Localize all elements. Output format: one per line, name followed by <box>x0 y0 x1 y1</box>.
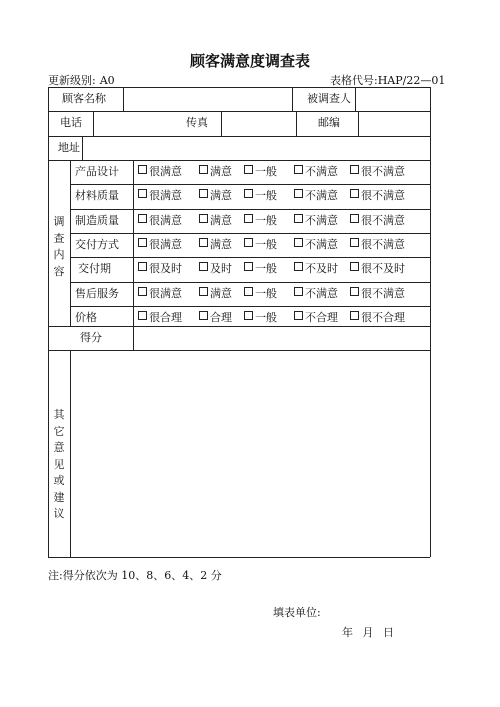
table-divider <box>48 87 49 557</box>
checkbox-icon[interactable] <box>199 238 208 247</box>
rating-option-label: 不满意 <box>305 238 338 251</box>
checkbox-icon[interactable] <box>199 262 208 271</box>
rating-option[interactable] <box>350 311 405 325</box>
table-rule <box>70 209 430 210</box>
rating-option-label: 很满意 <box>149 238 182 251</box>
postcode-label: 邮编 <box>318 116 340 129</box>
checkbox-icon[interactable] <box>199 214 208 223</box>
table-divider <box>292 87 293 111</box>
revision-value: A0 <box>96 74 129 88</box>
rating-option[interactable] <box>294 311 338 325</box>
rating-option[interactable] <box>244 287 277 301</box>
table-rule <box>48 557 430 558</box>
checkbox-icon[interactable] <box>138 262 147 271</box>
rating-option-label: 一般 <box>255 262 277 275</box>
comments-area[interactable] <box>72 352 427 555</box>
form-code: 表格代号:HAP/22—01 <box>330 74 446 87</box>
rating-option[interactable] <box>244 189 277 203</box>
survey-item-label: 产品设计 <box>75 165 119 178</box>
checkbox-icon[interactable] <box>138 311 147 320</box>
checkbox-icon[interactable] <box>244 287 253 296</box>
rating-option[interactable] <box>138 214 182 228</box>
checkbox-icon[interactable] <box>244 262 253 271</box>
rating-option-label: 很满意 <box>149 287 182 300</box>
comments-label: 其它意见或建议 <box>53 408 65 520</box>
rating-option[interactable] <box>350 287 405 301</box>
rating-option-label: 满意 <box>210 165 232 178</box>
rating-option-label: 一般 <box>255 287 277 300</box>
checkbox-icon[interactable] <box>244 214 253 223</box>
table-rule <box>48 350 430 351</box>
checkbox-icon[interactable] <box>350 214 359 223</box>
rating-option[interactable] <box>138 189 182 203</box>
fax-label: 传真 <box>186 116 208 129</box>
rating-option-label: 一般 <box>255 165 277 178</box>
checkbox-icon[interactable] <box>244 311 253 320</box>
rating-option[interactable] <box>294 238 338 252</box>
rating-option-label: 满意 <box>210 287 232 300</box>
rating-option-label: 很不合理 <box>361 311 405 324</box>
table-rule <box>48 136 430 137</box>
rating-option[interactable] <box>138 262 182 276</box>
rating-option[interactable] <box>244 311 277 325</box>
rating-option[interactable] <box>350 165 405 179</box>
page-title: 顾客满意度调查表 <box>189 52 310 70</box>
survey-item-label: 售后服务 <box>75 287 119 300</box>
rating-option[interactable] <box>199 262 232 276</box>
checkbox-icon[interactable] <box>138 165 147 174</box>
checkbox-icon[interactable] <box>350 311 359 320</box>
rating-option-label: 不满意 <box>305 165 338 178</box>
rating-option-label: 一般 <box>255 214 277 227</box>
checkbox-icon[interactable] <box>199 287 208 296</box>
rating-option[interactable] <box>199 214 232 228</box>
checkbox-icon[interactable] <box>199 165 208 174</box>
rating-option-label: 一般 <box>255 238 277 251</box>
checkbox-icon[interactable] <box>244 238 253 247</box>
rating-option[interactable] <box>199 238 232 252</box>
rating-option[interactable] <box>294 262 338 276</box>
checkbox-icon[interactable] <box>294 311 303 320</box>
rating-option[interactable] <box>294 165 338 179</box>
rating-option[interactable] <box>199 311 232 325</box>
rating-option[interactable] <box>199 189 232 203</box>
rating-option[interactable] <box>138 165 182 179</box>
table-rule <box>48 87 430 88</box>
checkbox-icon[interactable] <box>294 262 303 271</box>
table-divider <box>355 87 356 111</box>
table-divider <box>221 111 222 136</box>
table-divider <box>430 87 431 557</box>
rating-option-label: 不合理 <box>305 311 338 324</box>
rating-option[interactable] <box>294 214 338 228</box>
rating-option[interactable] <box>244 214 277 228</box>
checkbox-icon[interactable] <box>294 165 303 174</box>
checkbox-icon[interactable] <box>199 189 208 198</box>
revision-label: 更新级别: <box>48 74 96 87</box>
phone-label: 电话 <box>60 116 82 129</box>
survey-item-label: 价格 <box>75 311 97 324</box>
checkbox-icon[interactable] <box>350 238 359 247</box>
survey-item-label: 交付方式 <box>75 238 119 251</box>
rating-option[interactable] <box>138 238 182 252</box>
checkbox-icon[interactable] <box>244 165 253 174</box>
rating-option[interactable] <box>138 287 182 301</box>
rating-option-label: 一般 <box>255 189 277 202</box>
checkbox-icon[interactable] <box>199 311 208 320</box>
checkbox-icon[interactable] <box>350 262 359 271</box>
rating-option-label: 合理 <box>210 311 232 324</box>
table-divider <box>133 160 134 350</box>
revision-level <box>48 72 129 88</box>
rating-option-label: 很满意 <box>149 189 182 202</box>
checkbox-icon[interactable] <box>350 165 359 174</box>
checkbox-icon[interactable] <box>350 189 359 198</box>
rating-option-label: 很不满意 <box>361 287 405 300</box>
rating-option[interactable] <box>244 165 277 179</box>
rating-option[interactable] <box>350 214 405 228</box>
rating-option-label: 很不满意 <box>361 165 405 178</box>
score-label: 得分 <box>80 331 102 344</box>
table-divider <box>70 160 71 326</box>
rating-option[interactable] <box>244 262 277 276</box>
rating-option-label: 很满意 <box>149 165 182 178</box>
checkbox-icon[interactable] <box>138 189 147 198</box>
rating-option-label: 满意 <box>210 214 232 227</box>
rating-option-label: 不满意 <box>305 287 338 300</box>
checkbox-icon[interactable] <box>350 287 359 296</box>
rating-option[interactable] <box>199 287 232 301</box>
rating-option-label: 很不满意 <box>361 238 405 251</box>
table-rule <box>48 111 430 112</box>
fill-unit-label: 填表单位: <box>273 606 321 619</box>
rating-option[interactable] <box>350 189 405 203</box>
checkbox-icon[interactable] <box>294 189 303 198</box>
table-divider <box>70 350 71 557</box>
score-note: 注:得分依次为 10、8、6、4、2 分 <box>48 569 222 582</box>
checkbox-icon[interactable] <box>294 214 303 223</box>
rating-option[interactable] <box>199 165 232 179</box>
survey-item-label: 交付期 <box>78 262 111 275</box>
address-label: 地址 <box>58 141 80 154</box>
rating-option[interactable] <box>294 287 338 301</box>
rating-option-label: 很合理 <box>149 311 182 324</box>
rating-option-label: 很不满意 <box>361 214 405 227</box>
rating-option-label: 满意 <box>210 189 232 202</box>
checkbox-icon[interactable] <box>294 287 303 296</box>
rating-option-label: 一般 <box>255 311 277 324</box>
rating-option[interactable] <box>350 262 405 276</box>
checkbox-icon[interactable] <box>138 287 147 296</box>
rating-option-label: 不及时 <box>305 262 338 275</box>
table-rule <box>70 306 430 307</box>
rating-option[interactable] <box>138 311 182 325</box>
table-rule <box>70 233 430 234</box>
rating-option[interactable] <box>244 238 277 252</box>
table-rule <box>70 257 430 258</box>
rating-option[interactable] <box>294 189 338 203</box>
date-label: 年 月 日 <box>342 626 394 639</box>
table-divider <box>358 111 359 136</box>
table-rule <box>48 326 430 327</box>
rating-option-label: 不满意 <box>305 214 338 227</box>
table-rule <box>70 184 430 185</box>
survey-section-label: 调查内容 <box>53 215 65 278</box>
rating-option-label: 很不满意 <box>361 189 405 202</box>
table-divider <box>123 87 124 111</box>
table-divider <box>296 111 297 136</box>
checkbox-icon[interactable] <box>294 238 303 247</box>
table-rule <box>70 282 430 283</box>
respondent-label: 被调查人 <box>307 92 351 105</box>
checkbox-icon[interactable] <box>138 238 147 247</box>
checkbox-icon[interactable] <box>138 214 147 223</box>
customer-name-label: 顾客名称 <box>62 92 106 105</box>
survey-item-label: 材料质量 <box>75 189 119 202</box>
rating-option-label: 及时 <box>210 262 232 275</box>
table-divider <box>82 136 83 160</box>
rating-option-label: 很满意 <box>149 214 182 227</box>
rating-option[interactable] <box>350 238 405 252</box>
checkbox-icon[interactable] <box>244 189 253 198</box>
rating-option-label: 不满意 <box>305 189 338 202</box>
rating-option-label: 满意 <box>210 238 232 251</box>
table-rule <box>48 160 430 161</box>
rating-option-label: 很及时 <box>149 262 182 275</box>
rating-option-label: 很不及时 <box>361 262 405 275</box>
survey-item-label: 制造质量 <box>75 214 119 227</box>
table-divider <box>93 111 94 136</box>
